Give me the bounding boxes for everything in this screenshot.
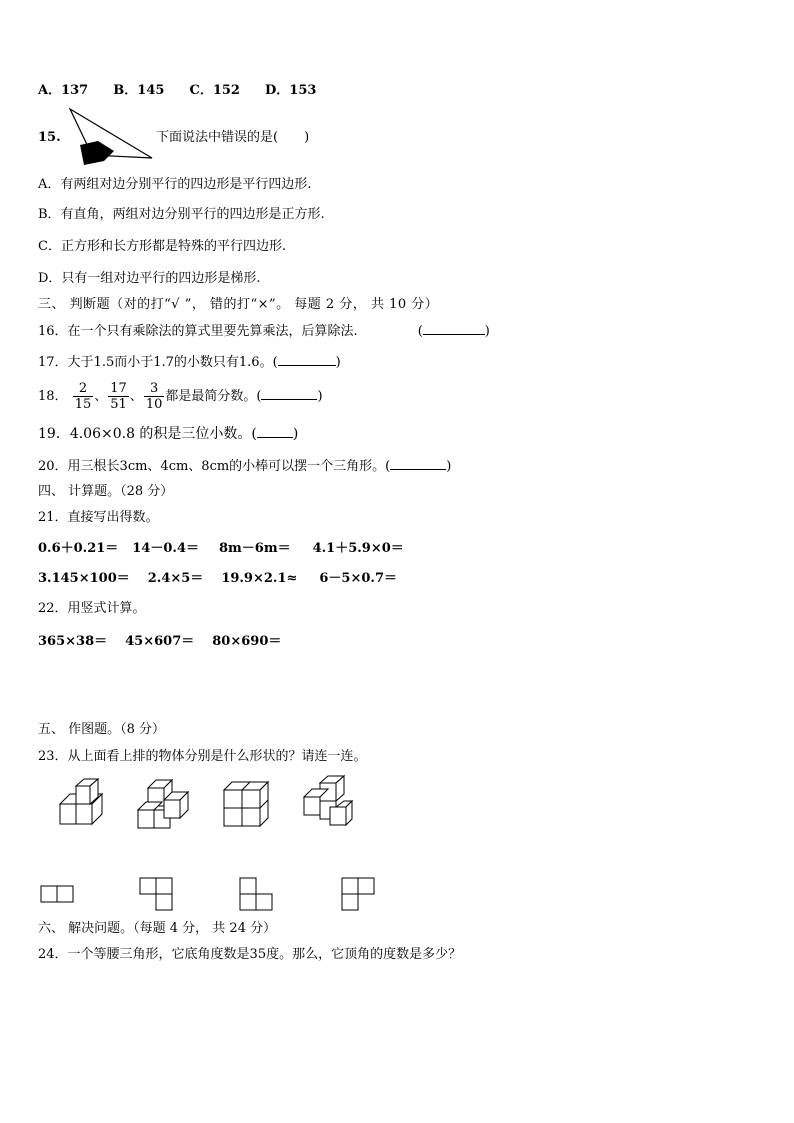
q21-item: 8m－6m＝ — [219, 541, 291, 556]
q14-option-d: D．153 — [265, 83, 317, 98]
q15-option-b: B．有直角，两组对边分别平行的四边形是正方形. — [38, 207, 325, 222]
q19 — [38, 425, 298, 443]
q15-number: 15. — [38, 130, 61, 145]
top-view-shape-4 — [340, 876, 380, 916]
section4-title: 四、 计算题。（28 分） — [38, 484, 174, 499]
fraction-numerator: 2 — [73, 381, 94, 397]
q19-text: 19．4.06×0.8 的积是三位小数。( — [38, 426, 257, 442]
q22-items — [38, 633, 281, 651]
q14-option-b: B．145 — [113, 83, 165, 98]
q24-text: 24．一个等腰三角形，它底角度数是35度。那么，它顶角的度数是多少？ — [38, 947, 462, 962]
fraction-denominator: 51 — [110, 397, 127, 412]
q21-item: 14－0.4＝ — [132, 541, 199, 556]
q20-text: 20．用三根长3cm、4cm、8cm的小棒可以摆一个三角形。( — [38, 459, 391, 474]
q14-option-a: A．137 — [38, 83, 89, 98]
q21-item: 0.6＋0.21＝ — [38, 541, 119, 556]
q14-options — [38, 82, 316, 100]
q16-open-paren: ( — [417, 324, 423, 339]
q22-item: 365×38＝ — [38, 634, 108, 649]
q21-row-2 — [38, 570, 397, 588]
q18-fraction-2 — [108, 381, 129, 412]
q21-item: 3.145×100＝ — [38, 571, 130, 586]
cube-figure-2 — [132, 778, 192, 833]
q17-text: 17．大于1.5而小于1.7的小数只有1.6。( — [38, 355, 278, 370]
q16 — [38, 322, 490, 341]
fraction-numerator: 17 — [110, 381, 127, 396]
q22-item: 80×690＝ — [212, 634, 282, 649]
section6-title: 六、 解决问题。（每题 4 分， 共 24 分） — [38, 921, 277, 936]
q18-number: 18． — [38, 389, 68, 404]
section5-title: 五、 作图题。（8 分） — [38, 722, 166, 737]
q17-answer-blank[interactable] — [278, 353, 336, 366]
q18 — [38, 379, 323, 415]
q16-close-paren: ) — [484, 324, 490, 339]
q20-answer-blank[interactable] — [390, 457, 446, 470]
q17 — [38, 353, 341, 372]
q19-close-paren: ) — [292, 426, 299, 442]
fraction-denominator: 15 — [74, 397, 92, 412]
q16-answer-blank[interactable] — [423, 322, 485, 335]
top-view-shape-2 — [138, 876, 178, 916]
top-view-shape-3 — [238, 876, 278, 916]
q18-fraction-3 — [144, 381, 165, 412]
q18-answer-blank[interactable] — [261, 387, 317, 400]
q18-text: 都是最简分数。( — [165, 389, 262, 404]
q20-close-paren: ) — [446, 459, 452, 474]
cube-figure-3 — [220, 778, 270, 830]
q18-separator: 、 — [129, 389, 143, 404]
q15-triangle-figure — [64, 107, 160, 167]
q21-item: 2.4×5＝ — [147, 571, 204, 586]
q22-title: 22．用竖式计算。 — [38, 601, 146, 616]
q20 — [38, 457, 451, 476]
cube-figure-4 — [298, 775, 358, 830]
q21-item: 4.1＋5.9×0＝ — [312, 541, 404, 556]
q21-item: 19.9×2.1≈ — [221, 571, 298, 586]
q15-option-c: C．正方形和长方形都是特殊的平行四边形. — [38, 239, 287, 254]
q18-separator: 、 — [94, 389, 108, 404]
fraction-denominator: 10 — [145, 397, 163, 412]
q15-option-d: D．只有一组对边平行的四边形是梯形. — [38, 271, 261, 286]
black-polygon-shape — [80, 141, 114, 165]
q18-fraction-1 — [73, 381, 94, 412]
q22-item: 45×607＝ — [125, 634, 195, 649]
q17-close-paren: ) — [335, 355, 341, 370]
q21-title: 21．直接写出得数。 — [38, 510, 159, 525]
q16-text: 16．在一个只有乘除法的算式里要先算乘法，后算除法. — [38, 324, 358, 339]
q15-option-a: A．有两组对边分别平行的四边形是平行四边形. — [38, 177, 312, 192]
cube-figure-1 — [50, 778, 110, 828]
q15-stem-text: 下面说法中错误的是( — [156, 130, 279, 145]
q15-close-paren: ) — [304, 130, 310, 145]
q14-option-c: C．152 — [189, 83, 240, 98]
q18-close-paren: ) — [317, 389, 323, 404]
q21-item: 6－5×0.7＝ — [319, 571, 397, 586]
fraction-numerator: 3 — [144, 381, 165, 397]
top-view-shape-1 — [40, 878, 80, 908]
q23-title: 23．从上面看上排的物体分别是什么形状的？请连一连。 — [38, 749, 367, 764]
section3-title: 三、 判断题（对的打“√ ”， 错的打“×”。 每题 2 分， 共 10 分） — [38, 297, 439, 312]
q19-answer-blank[interactable] — [257, 425, 293, 438]
q21-row-1 — [38, 540, 404, 558]
q15-stem — [156, 129, 309, 147]
